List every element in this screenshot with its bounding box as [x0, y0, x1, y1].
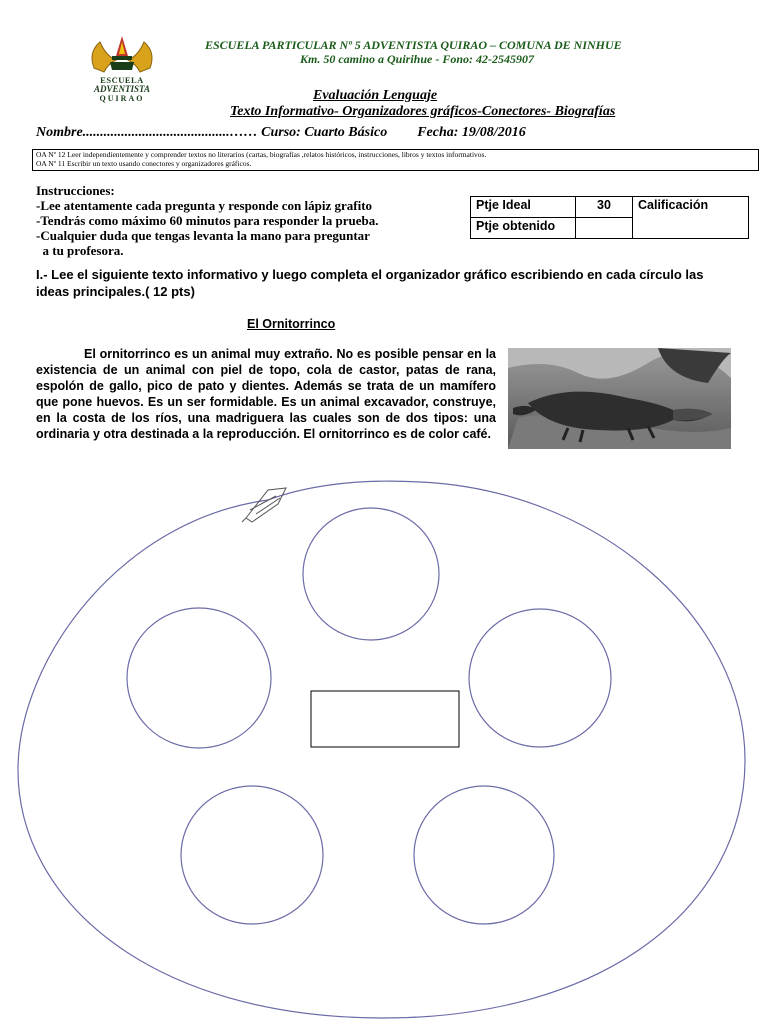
instruction-item: -Tendrás como máximo 60 minutos para responder la prueba. [36, 213, 379, 228]
reading-paragraph-text: El ornitorrinco es un animal muy extraño. No es posible pensar en la existencia de un animal con piel de topo, cola de castor, patas de rana, espolón de gallo, pico de pato y dientes. Además se trata de un mamífero que pone huevos. Es un ser formidable. Es un animal excavador, construye, en la costa de los ríos, una madriguera las cuales son de dos tipos: una ordinaria y otra destinada a la reproducción. El ornitorrinco es de color café. [36, 347, 496, 441]
evaluation-subtitle: Texto Informativo- Organizadores gráficos-Conectores- Biografías [230, 104, 616, 119]
grade-label: Calificación [638, 198, 709, 212]
reading-title: El Ornitorrinco [247, 317, 336, 331]
idea-circle[interactable] [469, 609, 611, 747]
instruction-item: -Cualquier duda que tengas levanta la mano para preguntar [36, 228, 370, 243]
logo-text-adventista: ADVENTISTA [93, 84, 151, 94]
student-info-row [36, 125, 526, 141]
objective-line: OA Nº 11 Escribir un texto usando conectores y organizadores gráficos. [36, 159, 252, 168]
obtained-score-value[interactable] [576, 218, 633, 239]
question-1: I.- Lee el siguiente texto informativo y luego completa el organizador gráfico escribiendo en cada círculo las ideas principales.( 12 pts) [36, 267, 704, 299]
ideal-score-label: Ptje Ideal [471, 197, 576, 218]
logo-text-escuela: ESCUELA [100, 75, 144, 85]
reading-paragraph [36, 346, 496, 442]
platypus-photo [508, 348, 731, 449]
date-label: Fecha: 19/08/2016 [417, 125, 526, 140]
idea-circle[interactable] [414, 786, 554, 924]
obtained-score-label: Ptje obtenido [471, 218, 576, 239]
pencil-icon [242, 488, 286, 522]
evaluation-title: Evaluación Lenguaje [313, 88, 438, 103]
school-name: ESCUELA PARTICULAR Nº 5 ADVENTISTA QUIRAO – COMUNA DE NINHUE [205, 38, 622, 52]
idea-circle[interactable] [303, 508, 439, 640]
ideal-score-value: 30 [576, 197, 633, 218]
organizer-outer-circle [18, 481, 745, 1018]
idea-circle[interactable] [181, 786, 323, 924]
logo-text-quirao: QUIRAO [99, 94, 145, 103]
score-table [470, 196, 749, 239]
instruction-item: -Lee atentamente cada pregunta y responde con lápiz grafito [36, 198, 373, 213]
graphic-organizer [0, 470, 768, 1024]
objective-line: OA Nº 12 Leer independientemente y comprender textos no literarios (cartas, biografías ,relatos históricos, instrucciones, libros y textos informativos. [36, 150, 487, 159]
name-course-label[interactable]: Nombre..........................................…… Curso: Cuarto Básico [36, 125, 388, 140]
idea-circle[interactable] [127, 608, 271, 748]
instructions-heading: Instrucciones: [36, 183, 115, 198]
center-topic-box[interactable] [311, 691, 459, 747]
objectives-box [32, 149, 759, 171]
grade-cell [633, 197, 749, 239]
instruction-item: a tu profesora. [36, 243, 124, 258]
instructions [36, 183, 378, 258]
school-address: Km. 50 camino a Quirihue - Fono: 42-2545907 [300, 52, 535, 66]
